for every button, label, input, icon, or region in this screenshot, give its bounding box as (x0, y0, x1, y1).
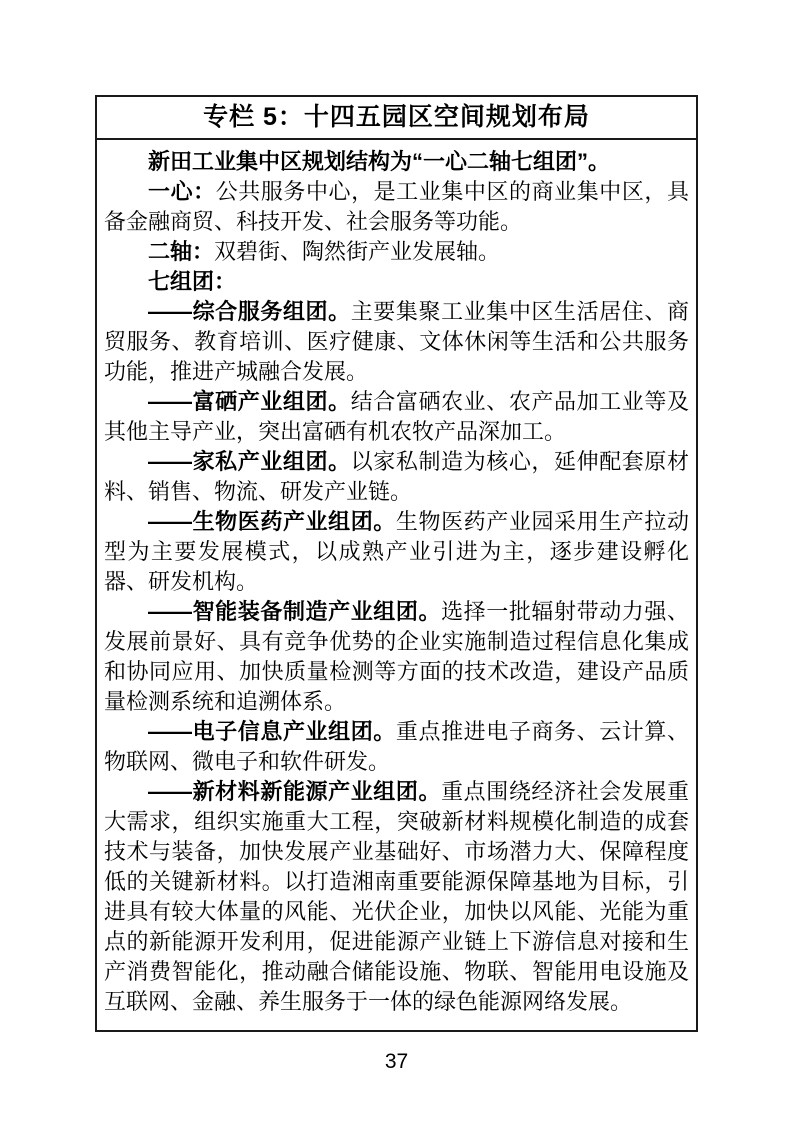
panel-paragraph (104, 507, 689, 597)
paragraph-text: 主要集聚工业集中区生活居住、商贸服务、教育培训、医疗健康、文体休闲等生活和公共服务功能，推进产城融合发展。 (104, 299, 689, 384)
panel-body (97, 140, 696, 1030)
paragraph-lead: ——电子信息产业组团。 (148, 719, 396, 744)
panel-title: 专栏 5：十四五园区空间规划布局 (97, 97, 696, 140)
panel-paragraph (104, 777, 689, 1017)
paragraph-text: 以家私制造为核心，延伸配套原材料、销售、物流、研发产业链。 (104, 449, 689, 504)
paragraph-lead: 七组团： (148, 269, 237, 294)
paragraph-lead: ——家私产业组团。 (148, 449, 351, 474)
paragraph-text: 重点推进电子商务、云计算、物联网、微电子和软件研发。 (104, 719, 689, 774)
paragraph-lead: ——新材料新能源产业组团。 (148, 779, 442, 804)
panel-paragraph (104, 297, 689, 387)
plan-column-panel (95, 95, 698, 1032)
paragraph-lead: 新田工业集中区规划结构为“一心二轴七组团”。 (148, 149, 611, 174)
panel-paragraph (104, 447, 689, 507)
panel-paragraph (104, 267, 689, 297)
paragraph-text: 重点围绕经济社会发展重大需求，组织实施重大工程，突破新材料规模化制造的成套技术与装备，加快发展产业基础好、市场潜力大、保障程度低的关键新材料。以打造湘南重要能源保障基地为目标，引进具有较大体量的风能、光伏企业，加快以风能、光能为重点的新能源开发利用，促进能源产业链上下游信息对接和生产消费智能化，推动融合储能设施、物联、智能用电设施及互联网、金融、养生服务于一体的绿色能源网络发展。 (104, 779, 689, 1014)
panel-paragraph (104, 147, 689, 177)
paragraph-text: 公共服务中心，是工业集中区的商业集中区，具备金融商贸、科技开发、社会服务等功能。 (104, 179, 689, 234)
panel-paragraph (104, 597, 689, 717)
panel-paragraph (104, 717, 689, 777)
paragraph-lead: ——综合服务组团。 (148, 299, 351, 324)
paragraph-lead: ——智能装备制造产业组团。 (148, 599, 442, 624)
panel-paragraph (104, 387, 689, 447)
paragraph-lead: ——富硒产业组团。 (148, 389, 351, 414)
paragraph-text: 选择一批辐射带动力强、发展前景好、具有竞争优势的企业实施制造过程信息化集成和协同应用、加快质量检测等方面的技术改造，建设产品质量检测系统和追溯体系。 (104, 599, 689, 714)
page-number: 37 (384, 1050, 409, 1073)
paragraph-lead: ——生物医药产业组团。 (148, 509, 396, 534)
paragraph-text: 双碧街、陶然街产业发展轴。 (214, 239, 501, 264)
paragraph-text: 结合富硒农业、农产品加工业等及其他主导产业，突出富硒有机农牧产品深加工。 (104, 389, 689, 444)
panel-paragraph (104, 237, 689, 267)
paragraph-lead: 一心： (148, 179, 216, 204)
paragraph-text: 生物医药产业园采用生产拉动型为主要发展模式，以成熟产业引进为主，逐步建设孵化器、研发机构。 (104, 509, 689, 594)
paragraph-lead: 二轴： (148, 239, 215, 264)
panel-paragraph (104, 177, 689, 237)
